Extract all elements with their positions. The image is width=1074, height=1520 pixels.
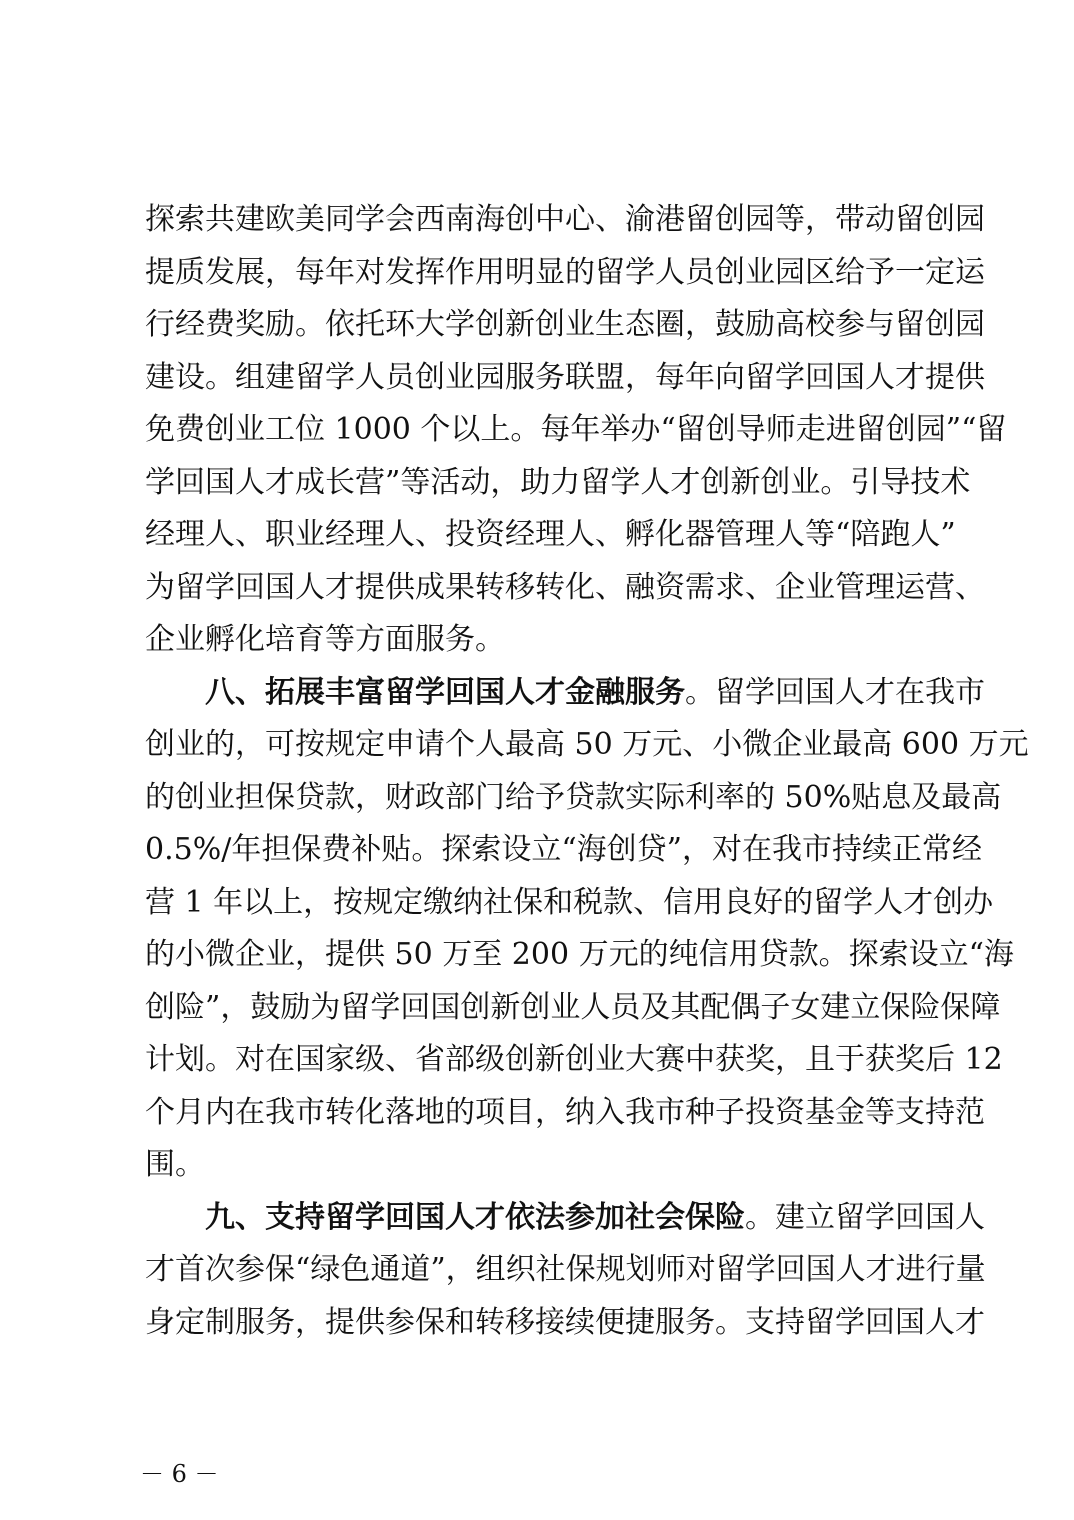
page-number: － 6 － <box>140 1460 219 1488</box>
section-9-first-line-text: 。建立留学回国人 <box>745 1199 985 1235</box>
section-8-first-line <box>145 667 985 720</box>
text-line: 营 1 年以上，按规定缴纳社保和税款、信用良好的留学人才创办 <box>145 884 994 920</box>
text-line: 学回国人才成长营”等活动，助力留学人才创新创业。引导技术 <box>145 464 971 500</box>
text-line: 建设。组建留学人员创业园服务联盟，每年向留学回国人才提供 <box>145 359 985 395</box>
text-line: 0.5%/年担保费补贴。探索设立“海创贷”，对在我市持续正常经 <box>145 832 982 867</box>
paragraph-7-continued <box>145 194 1007 667</box>
text-line: 的创业担保贷款，财政部门给予贷款实际利率的 50%贴息及最高 <box>145 779 1002 815</box>
section-8-heading: 八、拓展丰富留学回国人才金融服务 <box>205 674 685 710</box>
text-line: 围。 <box>145 1147 205 1182</box>
text-line: 才首次参保“绿色通道”，组织社保规划师对留学回国人才进行量 <box>145 1252 986 1287</box>
text-line: 计划。对在国家级、省部级创新创业大赛中获奖，且于获奖后 12 <box>145 1042 1003 1077</box>
text-line: 行经费奖励。依托环大学创新创业生态圈，鼓励高校参与留创园 <box>145 307 985 342</box>
text-line: 创业的，可按规定申请个人最高 50 万元、小微企业最高 600 万元 <box>145 727 1029 762</box>
section-8-paragraph <box>145 667 1029 1192</box>
section-8-first-line-text: 。留学回国人才在我市 <box>685 674 985 710</box>
section-9-heading: 九、支持留学回国人才依法参加社会保险 <box>205 1199 745 1235</box>
text-line: 身定制服务，提供参保和转移接续便捷服务。支持留学回国人才 <box>145 1304 985 1340</box>
text-line: 探索共建欧美同学会西南海创中心、渝港留创园等，带动留创园 <box>145 202 985 237</box>
text-line: 为留学回国人才提供成果转移转化、融资需求、企业管理运营、 <box>145 569 985 605</box>
text-line: 提质发展，每年对发挥作用明显的留学人员创业园区给予一定运 <box>145 254 985 290</box>
text-line: 经理人、职业经理人、投资经理人、孵化器管理人等“陪跑人” <box>145 517 956 552</box>
text-line: 企业孵化培育等方面服务。 <box>145 622 505 657</box>
text-line: 创险”，鼓励为留学回国创新创业人员及其配偶子女建立保险保障 <box>145 989 1001 1025</box>
text-line: 免费创业工位 1000 个以上。每年举办“留创导师走进留创园”“留 <box>145 412 1007 447</box>
text-line: 的小微企业，提供 50 万至 200 万元的纯信用贷款。探索设立“海 <box>145 937 1014 972</box>
section-9-first-line <box>145 1192 985 1245</box>
section-9-paragraph <box>145 1192 986 1350</box>
text-line: 个月内在我市转化落地的项目，纳入我市种子投资基金等支持范 <box>145 1094 985 1130</box>
document-body <box>145 194 1029 1349</box>
